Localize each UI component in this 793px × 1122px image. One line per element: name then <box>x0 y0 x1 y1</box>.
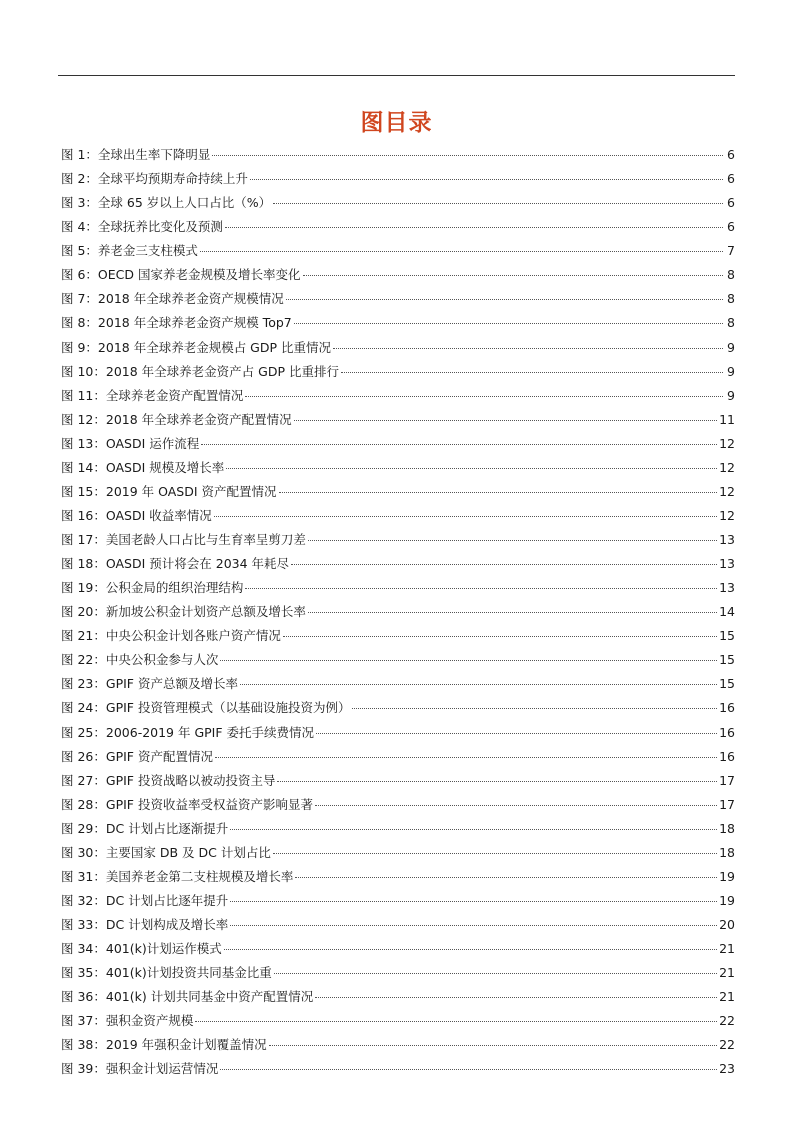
toc-entry[interactable] <box>61 287 735 311</box>
toc-entry-label: 图 17：美国老龄人口占比与生育率呈剪刀差 <box>61 532 306 547</box>
toc-entry-label: 图 30：主要国家 DB 及 DC 计划占比 <box>61 844 271 860</box>
toc-entry[interactable] <box>61 456 735 480</box>
table-of-figures <box>61 143 735 1081</box>
toc-entry-label: 图 11：全球养老金资产配置情况 <box>61 387 244 403</box>
dot-leader <box>286 298 723 300</box>
dot-leader <box>201 443 717 445</box>
toc-entry-page-number: 21 <box>719 989 735 1005</box>
toc-entry[interactable] <box>61 191 735 215</box>
dot-leader <box>291 563 717 565</box>
dot-leader <box>225 226 723 228</box>
toc-entry-page-number: 7 <box>727 243 735 259</box>
toc-entry-page-number: 18 <box>719 820 735 836</box>
toc-entry[interactable] <box>61 336 735 360</box>
toc-entry[interactable] <box>61 841 735 865</box>
toc-entry-page-number: 13 <box>719 556 735 572</box>
toc-entry[interactable] <box>61 648 735 672</box>
toc-entry-page-number: 21 <box>719 965 735 981</box>
toc-entry-page-number: 20 <box>719 917 735 932</box>
toc-entry-label: 图 22：中央公积金参与人次 <box>61 652 219 668</box>
toc-entry[interactable] <box>61 143 735 167</box>
dot-leader <box>200 250 723 252</box>
toc-entry-page-number: 16 <box>719 724 735 740</box>
dot-leader <box>316 732 717 734</box>
toc-entry-label: 图 25：2006-2019 年 GPIF 委托手续费情况 <box>61 724 315 740</box>
toc-entry-label: 图 31：美国养老金第二支柱规模及增长率 <box>61 868 294 884</box>
toc-entry-page-number: 9 <box>727 387 735 403</box>
toc-entry-label: 图 21：中央公积金计划各账户资产情况 <box>61 628 281 644</box>
toc-entry[interactable] <box>61 865 735 889</box>
toc-entry-page-number: 8 <box>727 267 735 283</box>
toc-entry-page-number: 9 <box>727 363 735 379</box>
dot-leader <box>245 395 723 397</box>
toc-entry-label: 图 29：DC 计划占比逐渐提升 <box>61 820 229 836</box>
toc-entry-page-number: 15 <box>719 628 735 644</box>
toc-entry[interactable] <box>61 576 735 600</box>
toc-entry[interactable] <box>61 793 735 817</box>
toc-entry-label: 图 2：全球平均预期寿命持续上升 <box>61 171 248 187</box>
toc-entry-label: 图 39：强积金计划运营情况 <box>61 1061 219 1077</box>
toc-entry-page-number: 23 <box>719 1061 735 1077</box>
dot-leader <box>230 828 717 830</box>
toc-entry[interactable] <box>61 769 735 793</box>
dot-leader <box>220 659 717 661</box>
dot-leader <box>303 274 724 276</box>
toc-entry-label: 图 28：GPIF 投资收益率受权益资产影响显著 <box>61 796 313 812</box>
toc-entry-label: 图 32：DC 计划占比逐年提升 <box>61 892 229 908</box>
toc-entry-label: 图 10：2018 年全球养老金资产占 GDP 比重排行 <box>61 363 339 379</box>
dot-leader <box>195 1020 717 1022</box>
toc-entry[interactable] <box>61 408 735 432</box>
toc-entry-page-number: 19 <box>719 892 735 908</box>
dot-leader <box>273 852 717 854</box>
toc-entry[interactable] <box>61 504 735 528</box>
toc-entry[interactable] <box>61 384 735 408</box>
dot-leader <box>279 491 718 493</box>
dot-leader <box>214 515 717 517</box>
dot-leader <box>352 707 717 709</box>
toc-entry[interactable] <box>61 672 735 696</box>
dot-leader <box>230 924 717 926</box>
toc-entry-page-number: 21 <box>719 941 735 957</box>
dot-leader <box>230 900 717 902</box>
toc-entry-label: 图 15：2019 年 OASDI 资产配置情况 <box>61 483 277 499</box>
dot-leader <box>240 683 717 685</box>
toc-entry[interactable] <box>61 263 735 287</box>
toc-entry[interactable] <box>61 432 735 456</box>
toc-entry-page-number: 16 <box>719 700 735 716</box>
toc-entry-label: 图 7：2018 年全球养老金资产规模情况 <box>61 291 284 307</box>
toc-entry-page-number: 19 <box>719 868 735 884</box>
toc-entry-page-number: 18 <box>719 844 735 860</box>
toc-entry-page-number: 6 <box>727 195 735 211</box>
toc-entry-page-number: 14 <box>719 604 735 620</box>
toc-entry[interactable] <box>61 215 735 239</box>
toc-entry-page-number: 12 <box>719 507 735 523</box>
toc-entry-page-number: 12 <box>719 459 735 475</box>
toc-entry-label: 图 36：401(k) 计划共同基金中资产配置情况 <box>61 989 314 1005</box>
toc-entry-label: 图 38：2019 年强积金计划覆盖情况 <box>61 1037 267 1053</box>
toc-entry-page-number: 8 <box>727 291 735 307</box>
toc-entry-label: 图 18：OASDI 预计将会在 2034 年耗尽 <box>61 556 290 572</box>
toc-entry[interactable] <box>61 985 735 1009</box>
dot-leader <box>212 154 723 156</box>
toc-entry[interactable] <box>61 913 735 937</box>
toc-entry-page-number: 13 <box>719 580 735 596</box>
toc-entry-page-number: 15 <box>719 652 735 668</box>
toc-entry-page-number: 22 <box>719 1037 735 1053</box>
toc-entry[interactable] <box>61 239 735 263</box>
dot-leader <box>294 419 717 421</box>
toc-entry-page-number: 17 <box>719 772 735 788</box>
page-title: 图目录 <box>360 110 433 136</box>
header-rule <box>58 75 735 76</box>
dot-leader <box>269 1044 717 1046</box>
dot-leader <box>273 202 723 204</box>
dot-leader <box>333 347 723 349</box>
toc-entry[interactable] <box>61 1057 735 1081</box>
toc-entry-label: 图 5：养老金三支柱模式 <box>61 243 198 259</box>
dot-leader <box>250 178 723 180</box>
toc-entry[interactable] <box>61 1009 735 1033</box>
toc-entry-page-number: 16 <box>719 748 735 764</box>
toc-entry[interactable] <box>61 889 735 913</box>
dot-leader <box>308 611 717 613</box>
toc-entry-label: 图 4：全球抚养比变化及预测 <box>61 219 223 235</box>
toc-entry[interactable] <box>61 937 735 961</box>
toc-entry-label: 图 34：401(k)计划运作模式 <box>61 941 222 957</box>
toc-entry-page-number: 12 <box>719 435 735 451</box>
toc-entry-label: 图 8：2018 年全球养老金资产规模 Top7 <box>61 315 292 331</box>
toc-entry-page-number: 15 <box>719 676 735 692</box>
toc-entry[interactable] <box>61 528 735 552</box>
dot-leader <box>308 539 717 541</box>
toc-entry[interactable] <box>61 311 735 335</box>
toc-entry-label: 图 19：公积金局的组织治理结构 <box>61 580 244 596</box>
toc-entry-label: 图 33：DC 计划构成及增长率 <box>61 917 229 932</box>
dot-leader <box>277 780 717 782</box>
toc-entry-label: 图 1：全球出生率下降明显 <box>61 147 211 162</box>
dot-leader <box>274 972 717 974</box>
toc-entry[interactable] <box>61 721 735 745</box>
toc-entry-page-number: 11 <box>719 411 735 427</box>
toc-entry-page-number: 9 <box>727 339 735 355</box>
toc-entry[interactable] <box>61 817 735 841</box>
dot-leader <box>220 1068 717 1070</box>
toc-entry-label: 图 3：全球 65 岁以上人口占比（%） <box>61 195 272 211</box>
toc-entry[interactable] <box>61 961 735 985</box>
toc-entry-label: 图 13：OASDI 运作流程 <box>61 435 200 451</box>
toc-entry-page-number: 17 <box>719 796 735 812</box>
toc-entry-page-number: 6 <box>727 219 735 235</box>
toc-entry[interactable] <box>61 552 735 576</box>
dot-leader <box>245 587 717 589</box>
toc-entry-page-number: 6 <box>727 147 735 162</box>
toc-entry-page-number: 13 <box>719 532 735 547</box>
toc-entry-label: 图 14：OASDI 规模及增长率 <box>61 459 225 475</box>
dot-leader <box>295 876 717 878</box>
dot-leader <box>215 756 717 758</box>
toc-entry[interactable] <box>61 1033 735 1057</box>
toc-entry[interactable] <box>61 360 735 384</box>
toc-entry-page-number: 8 <box>727 315 735 331</box>
toc-entry[interactable] <box>61 624 735 648</box>
toc-entry-label: 图 20：新加坡公积金计划资产总额及增长率 <box>61 604 306 620</box>
toc-entry[interactable] <box>61 696 735 720</box>
toc-entry-label: 图 24：GPIF 投资管理模式（以基础设施投资为例） <box>61 700 351 716</box>
toc-entry-label: 图 27：GPIF 投资战略以被动投资主导 <box>61 772 276 788</box>
dot-leader <box>283 635 717 637</box>
toc-entry[interactable] <box>61 167 735 191</box>
toc-entry-label: 图 16：OASDI 收益率情况 <box>61 507 212 523</box>
dot-leader <box>341 371 723 373</box>
toc-entry-label: 图 9：2018 年全球养老金规模占 GDP 比重情况 <box>61 339 332 355</box>
toc-entry-label: 图 23：GPIF 资产总额及增长率 <box>61 676 238 692</box>
toc-entry[interactable] <box>61 480 735 504</box>
dot-leader <box>224 948 717 950</box>
toc-entry-label: 图 26：GPIF 资产配置情况 <box>61 748 213 764</box>
toc-entry-label: 图 12：2018 年全球养老金资产配置情况 <box>61 411 292 427</box>
toc-entry-page-number: 6 <box>727 171 735 187</box>
toc-entry[interactable] <box>61 745 735 769</box>
toc-entry-page-number: 12 <box>719 483 735 499</box>
toc-entry-label: 图 35：401(k)计划投资共同基金比重 <box>61 965 272 981</box>
toc-entry-label: 图 37：强积金资产规模 <box>61 1013 194 1029</box>
dot-leader <box>294 322 723 324</box>
dot-leader <box>315 996 717 998</box>
dot-leader <box>315 804 717 806</box>
toc-entry-page-number: 22 <box>719 1013 735 1029</box>
dot-leader <box>226 467 717 469</box>
toc-entry[interactable] <box>61 600 735 624</box>
toc-entry-label: 图 6：OECD 国家养老金规模及增长率变化 <box>61 267 301 283</box>
